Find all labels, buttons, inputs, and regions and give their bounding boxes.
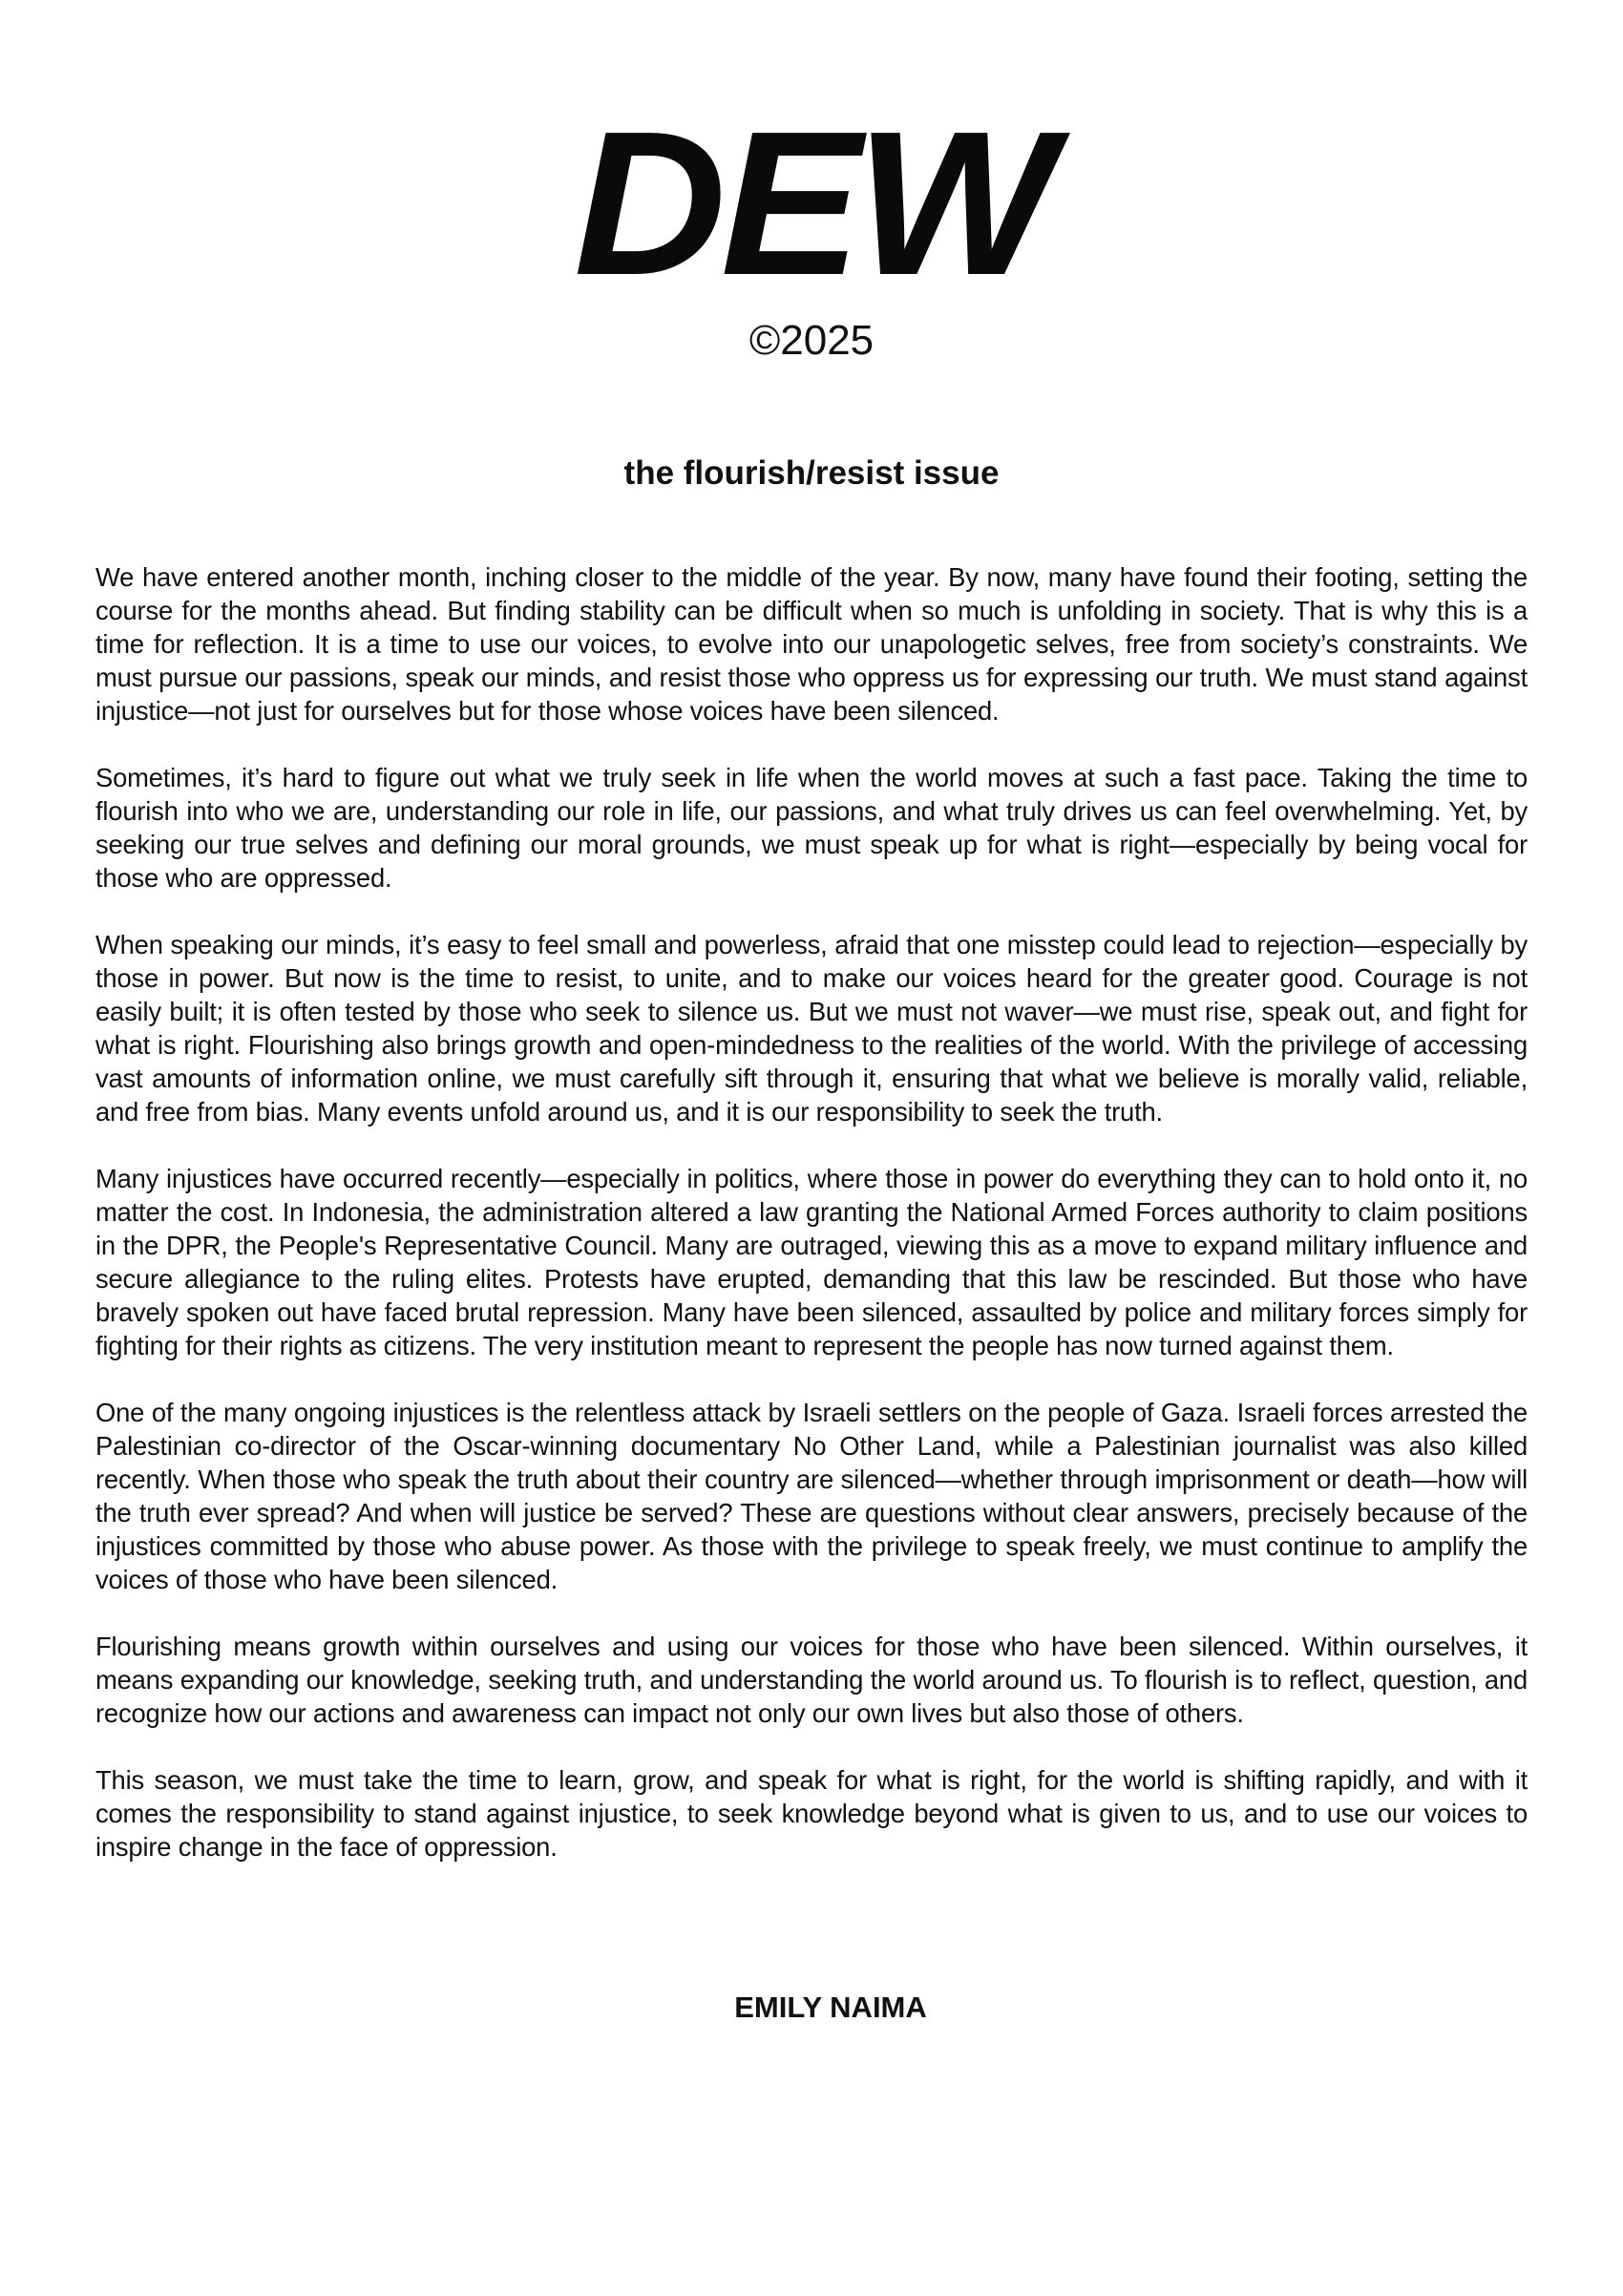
paragraph-2: Sometimes, it’s hard to figure out what we truly seek in life when the world moves at such a fast pace. Taking the time to flourish into who we are, understanding our role in life, our passions, and what truly drives us can feel overwhelming. Yet, by seeking our true selves and defining our moral grounds, we must speak up for what is right—especially by being vocal for those who are oppressed.	[95, 763, 1528, 893]
paragraph-7: This season, we must take the time to learn, grow, and speak for what is right, for the world is shifting rapidly, and with it comes the responsibility to stand against injustice, to seek knowledge beyond what is given to us, and to use our voices to inspire change in the face of oppression.	[95, 1765, 1528, 1862]
author-name: EMILY NAIMA	[734, 1991, 927, 2024]
paragraph-5: One of the many ongoing injustices is the relentless attack by Israeli settlers on the people of Gaza. Israeli forces arrested the Palestinian co-director of the Oscar-winning documentary No Other Land, while a Palestinian journalist was also killed recently. When those who speak the truth about their country are silenced—whether through imprisonment or death—how will the truth ever spread? And when will justice be served? These are questions without clear answers, precisely because of the injustices committed by those who abuse power. As those with the privilege to speak freely, we must continue to amplify the voices of those who have been silenced.	[95, 1398, 1528, 1594]
editorial-body	[95, 560, 1528, 1897]
paragraph-4: Many injustices have occurred recently—especially in politics, where those in power do everything they can to hold onto it, no matter the cost. In Indonesia, the administration altered a law granting the National Armed Forces authority to claim positions in the DPR, the People's Representative Council. Many are outraged, viewing this as a move to expand military influence and secure allegiance to the ruling elites. Protests have erupted, demanding that this law be rescinded. But those who have bravely spoken out have faced brutal repression. Many have been silenced, assaulted by police and military forces simply for fighting for their rights as citizens. The very institution meant to represent the people has now turned against them.	[95, 1164, 1528, 1360]
paragraph-3: When speaking our minds, it’s easy to feel small and powerless, afraid that one misstep could lead to rejection—especially by those in power. But now is the time to resist, to unite, and to make our voices heard for the greater good. Courage is not easily built; it is often tested by those who seek to silence us. But we must not waver—we must rise, speak out, and fight for what is right. Flourishing also brings growth and open-mindedness to the realities of the world. With the privilege of accessing vast amounts of information online, we must carefully sift through it, ensuring that what we believe is morally valid, reliable, and free from bias. Many events unfold around us, and it is our responsibility to seek the truth.	[95, 930, 1528, 1127]
dew-logo: DEW	[573, 88, 1050, 318]
issue-title: the flourish/resist issue	[623, 454, 1000, 492]
copyright-notice: ©2025	[748, 317, 875, 364]
paragraph-6: Flourishing means growth within ourselves and using our voices for those who have been silenced. Within ourselves, it means expanding our knowledge, seeking truth, and understanding the world around us. To flourish is to reflect, question, and recognize how our actions and awareness can impact not only our own lives but also those of others.	[95, 1632, 1528, 1728]
paragraph-1: We have entered another month, inching closer to the middle of the year. By now, many have found their footing, setting the course for the months ahead. But finding stability can be difficult when so much is unfolding in society. That is why this is a time for reflection. It is a time to use our voices, to evolve into our unapologetic selves, free from society’s constraints. We must pursue our passions, speak our minds, and resist those who oppress us for expressing our truth. We must stand against injustice—not just for ourselves but for those whose voices have been silenced.	[95, 562, 1528, 726]
